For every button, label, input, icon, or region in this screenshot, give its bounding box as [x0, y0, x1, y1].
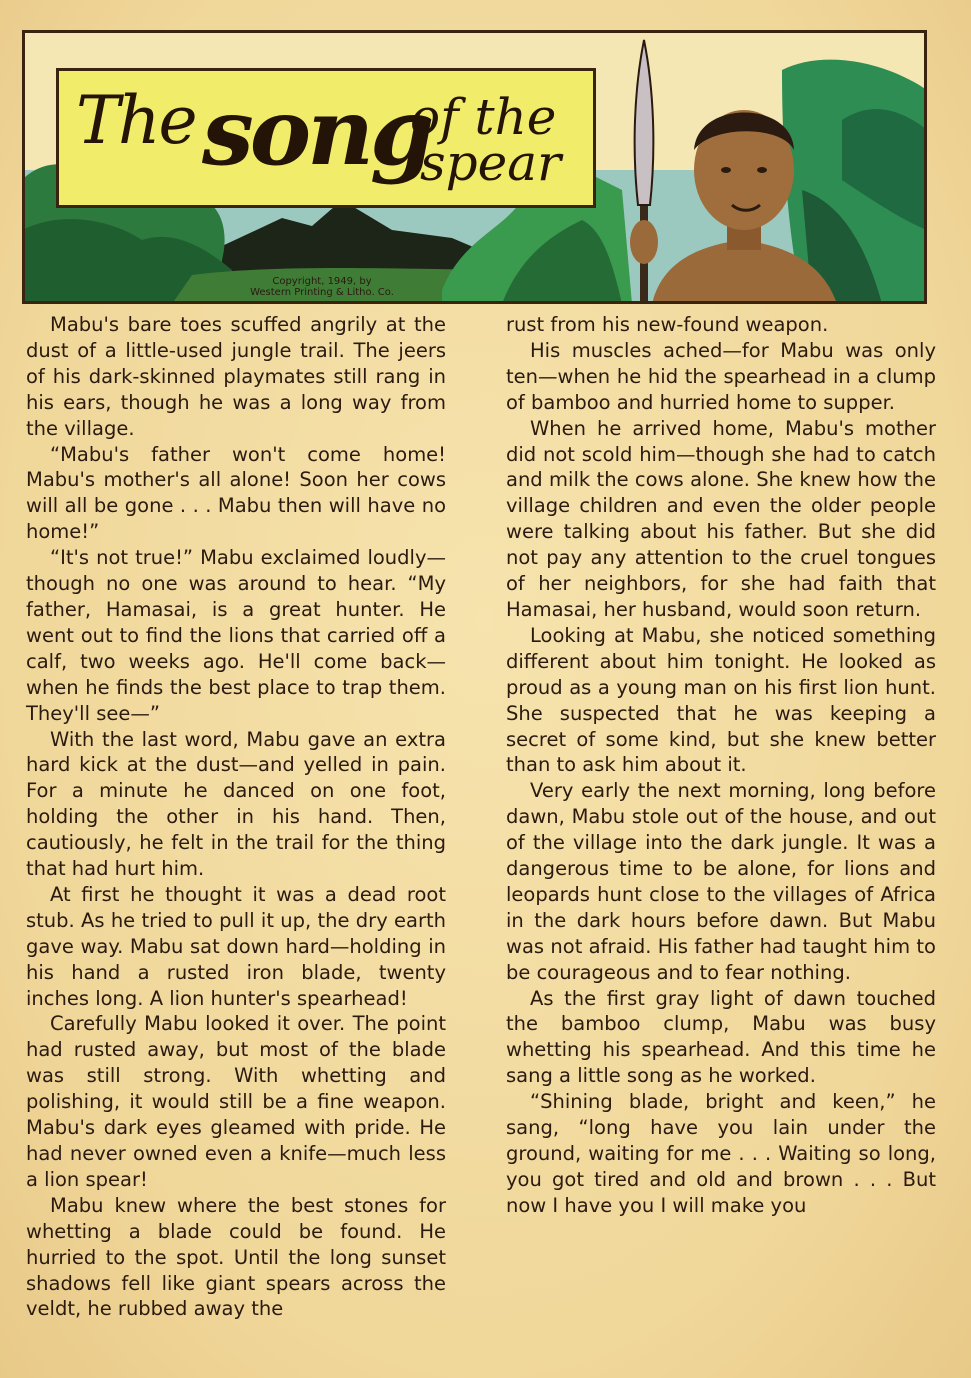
story-column-right: [506, 312, 936, 1219]
paragraph: “Mabu's father won't come home! Mabu's mother's all alone! Soon her cows will all be gone . . . Mabu then will have no home!”: [26, 442, 446, 544]
paragraph: His muscles ached—for Mabu was only ten—when he hid the spearhead in a clump of bamboo and hurried home to supper.: [506, 338, 936, 414]
paragraph: “Shining blade, bright and keen,” he sang, “long have you lain under the ground, waiting for me . . . Waiting so long, you got tired and old and brown . . . But now I have you I will make you: [506, 1090, 936, 1217]
title-word-of-the: of the: [410, 88, 557, 146]
copyright-line: Copyright, 1949, by: [272, 276, 372, 287]
paragraph: Mabu's bare toes scuffed angrily at the dust of a little-used jungle trail. The jeers of his dark-skinned playmates still rang in his ears, though he was a long way from the village.: [26, 313, 446, 440]
paragraph-continued: rust from his new-found weapon.: [506, 313, 829, 336]
paragraph: Mabu knew where the best stones for whetting a blade could be found. He hurried to the spot. Until the long sunset shadows fell like giant spears across the veldt, he rubbed away the: [26, 1193, 446, 1321]
copyright-notice: [232, 276, 412, 298]
title-banner: [22, 30, 927, 304]
title-word-the: The: [76, 82, 196, 159]
paragraph: Looking at Mabu, she noticed something different about him tonight. He looked as proud as a young man on his first lion hunt. She suspected that he was keeping a secret of some kind, but she knew better than to ask him about it.: [506, 623, 936, 777]
story-column-left: [26, 312, 446, 1322]
paragraph: When he arrived home, Mabu's mother did not scold him—though she had to catch and milk the cows alone. She knew how the village children and even the older people were talking about his father. But she did not pay any attention to the cruel tongues of her neighbors, for she had faith that Hamasai, her husband, would soon return.: [506, 416, 936, 621]
paragraph: “It's not true!” Mabu exclaimed loudly—though no one was around to hear. “My father, Hamasai, is a great hunter. He went out to find the lions that carried off a calf, two weeks ago. He'll come back—when he finds the best place to trap them. They'll see—”: [26, 546, 446, 725]
paragraph: With the last word, Mabu gave an extra hard kick at the dust—and yelled in pain. For a minute he danced on one foot, holding the other in his hand. Then, cautiously, he felt in the trail for the thing that had hurt him.: [26, 727, 446, 881]
paragraph: At first he thought it was a dead root stub. As he tried to pull it up, the dry earth gave way. Mabu sat down hard—holding in his hand a rusted iron blade, twenty inches long. A lion hunter's spearhead!: [26, 882, 446, 1010]
paragraph: As the first gray light of dawn touched the bamboo clump, Mabu was busy whetting his spearhead. And this time he sang a little song as he worked.: [506, 986, 936, 1088]
paragraph: Carefully Mabu looked it over. The point had rusted away, but most of the blade was still strong. With whetting and polishing, it would still be a fine weapon. Mabu's dark eyes gleamed with pride. He had never owned even a knife—much less a lion spear!: [26, 1012, 446, 1191]
title-word-spear: spear: [420, 134, 561, 192]
paragraph: Very early the next morning, long before dawn, Mabu stole out of the house, and out of the village into the dark jungle. It was a dangerous time to be alone, for lions and leopards hunt close to the villages of Africa in the dark hours before dawn. But Mabu was not afraid. His father had taught him to be courageous and to fear nothing.: [506, 779, 936, 984]
copyright-line: Western Printing & Litho. Co.: [250, 287, 394, 298]
title-word-song: song: [202, 78, 431, 186]
